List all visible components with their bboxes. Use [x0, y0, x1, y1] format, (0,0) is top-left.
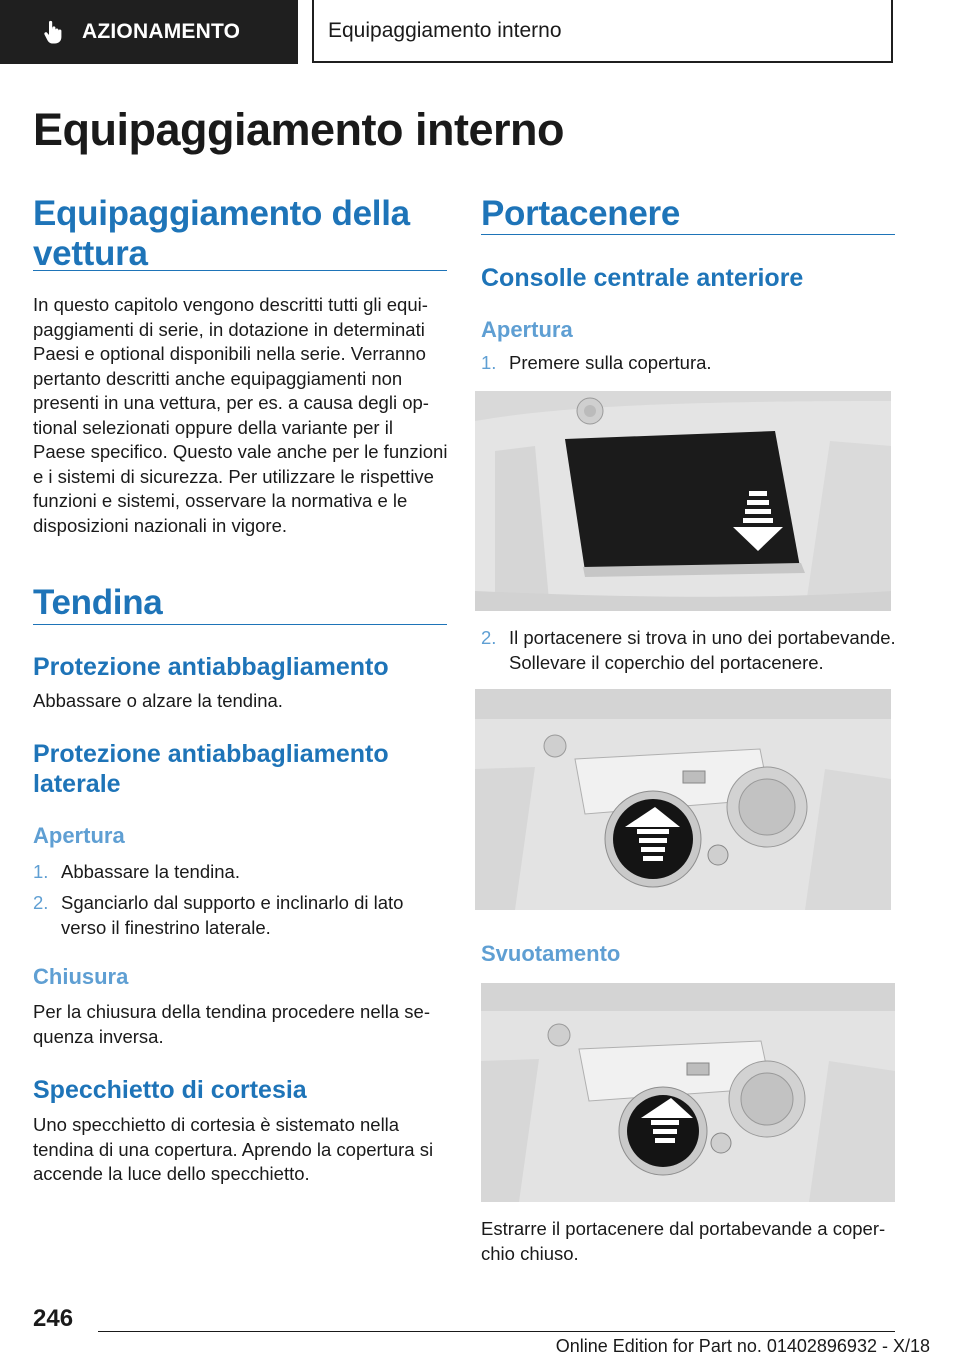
tendina-heading-rule — [33, 624, 447, 625]
hand-pointer-icon — [42, 19, 66, 45]
ashtray-heading-rule — [481, 234, 895, 235]
vehicle-equipment-text: In questo capitolo vengono descritti tutti gli equipaggiamenti di serie, in dotazione in determinati Paesi e optional disponibili nella serie. Verranno pertanto descritti anche equipaggiamenti non presenti in una vettura, per es. a causa degli optional selezionati oppure della variante per il Paese specifico. Questo vale anche per le funzioni e i sistemi di sicurezza. Per utilizzare le rispettive funzioni e sistemi, osservare la normativa e le disposizioni nazionali in vigore. — [33, 294, 448, 536]
chiusura-heading: Chiusura — [33, 964, 129, 989]
tendina-heading: Tendina — [33, 583, 163, 622]
left-apertura-heading: Apertura — [33, 823, 125, 848]
step-text: Il portacenere si trova in uno dei portabevande. Sollevare il coperchio del portacenere. — [509, 627, 896, 673]
vanity-mirror-heading: Specchietto di cortesia — [33, 1076, 307, 1104]
svuotamento-heading: Svuotamento — [481, 941, 621, 966]
side-glare-protection-heading: Protezione antiabbagliamento laterale — [33, 740, 389, 798]
vehicle-heading-rule — [33, 270, 447, 271]
step-number: 2. — [33, 892, 49, 913]
svuotamento-text: Estrarre il portacenere dal portabevande a coperchio chiuso. — [481, 1218, 886, 1264]
chapter-tab[interactable] — [312, 0, 893, 63]
step-text: Premere sulla copertura. — [509, 352, 712, 373]
page-number: 246 — [33, 1305, 74, 1332]
step-number: 1. — [481, 352, 497, 373]
front-console-heading: Consolle centrale anteriore — [481, 264, 804, 292]
step-text: Sganciarlo dal supporto e inclinarlo di lato verso il finestrino laterale. — [61, 892, 404, 938]
glare-protection-heading: Protezione antiabbagliamento — [33, 653, 389, 681]
press-cover-illustration — [475, 391, 891, 611]
chiusura-text: Per la chiusura della tendina procedere nella sequenza inversa. — [33, 1001, 430, 1047]
ashtray-heading: Portacenere — [481, 194, 681, 233]
page-title: Equipaggiamento interno — [33, 104, 565, 155]
step-text: Abbassare la tendina. — [61, 861, 240, 882]
vanity-mirror-text: Uno specchietto di cortesia è sistemato nella tendina di una copertura. Aprendo la copertura si accende la luce dello specchietto. — [33, 1114, 434, 1184]
remove-ashtray-illustration — [481, 983, 895, 1202]
step-number: 2. — [481, 627, 497, 648]
section-tab[interactable] — [0, 0, 298, 64]
vehicle-equipment-heading: Equipaggiamento della vettura — [33, 194, 410, 273]
chapter-tab-label: Equipaggiamento interno — [328, 18, 562, 42]
glare-protection-text: Abbassare o alzare la tendina. — [33, 690, 283, 711]
step-number: 1. — [33, 861, 49, 882]
footer-rule — [98, 1331, 895, 1332]
edition-footer: Online Edition for Part no. 01402896932 - X/18 — [555, 1336, 930, 1356]
section-tab-label: AZIONAMENTO — [82, 20, 241, 43]
right-apertura-heading: Apertura — [481, 317, 573, 342]
lift-lid-illustration — [475, 689, 891, 910]
